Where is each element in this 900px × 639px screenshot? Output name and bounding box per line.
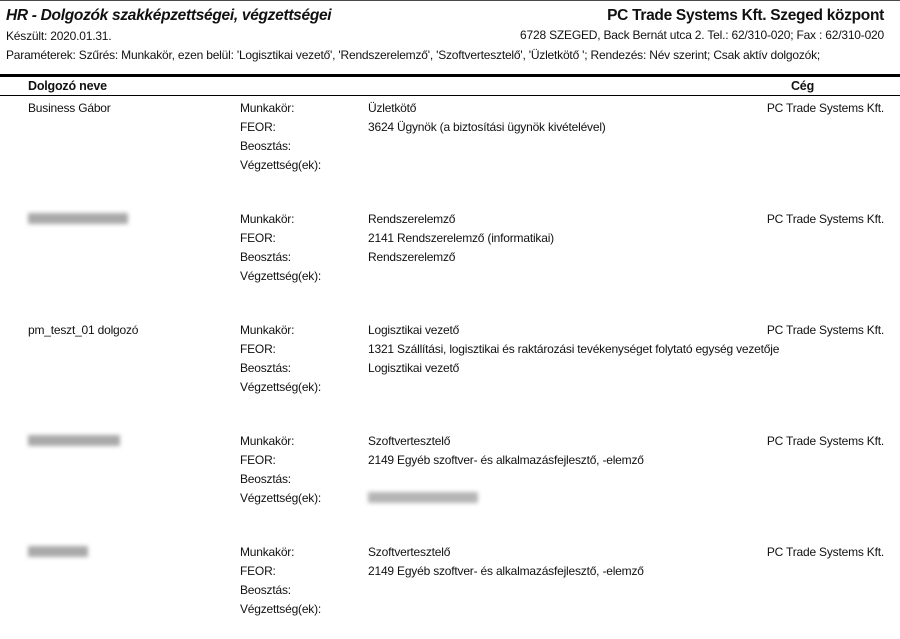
field-label-munkakor: Munkakör: <box>240 434 295 448</box>
employee-fields <box>240 210 748 286</box>
table-body <box>0 96 900 619</box>
employee-fields <box>240 432 748 508</box>
field-value-beosztas: Logisztikai vezető <box>368 361 460 375</box>
field-value-munkakor: Rendszerelemző <box>368 212 456 226</box>
field-feor <box>240 118 748 137</box>
redaction-blur <box>368 492 478 503</box>
field-label-vegzettseg: Végzettség(ek): <box>240 602 322 616</box>
field-value-vegzettseg-redacted <box>368 489 478 508</box>
column-header-employee: Dolgozó neve <box>28 79 107 93</box>
field-munkakor <box>240 321 748 340</box>
table-row <box>28 99 884 175</box>
field-value-munkakor: Üzletkötő <box>368 101 417 115</box>
field-value-feor: 2141 Rendszerelemző (informatikai) <box>368 231 554 245</box>
field-label-munkakor: Munkakör: <box>240 545 295 559</box>
field-value-feor: 1321 Szállítási, logisztikai és raktározási tevékenységet folytató egység vezetője <box>368 342 780 356</box>
company-cell: PC Trade Systems Kft. <box>766 212 884 226</box>
field-munkakor <box>240 210 748 229</box>
employee-fields <box>240 99 748 175</box>
created-date: Készült: 2020.01.31. <box>6 29 112 43</box>
field-value-feor: 2149 Egyéb szoftver- és alkalmazásfejlesztő, -elemző <box>368 453 644 467</box>
company-name: PC Trade Systems Kft. Szeged központ <box>607 7 884 24</box>
field-label-vegzettseg: Végzettség(ek): <box>240 269 322 283</box>
field-munkakor <box>240 543 748 562</box>
field-beosztas <box>240 137 748 156</box>
field-munkakor <box>240 432 748 451</box>
field-label-feor: FEOR: <box>240 342 276 356</box>
company-cell: PC Trade Systems Kft. <box>766 323 884 337</box>
field-label-vegzettseg: Végzettség(ek): <box>240 491 322 505</box>
company-cell: PC Trade Systems Kft. <box>766 434 884 448</box>
field-label-feor: FEOR: <box>240 453 276 467</box>
company-address: 6728 SZEGED, Back Bernát utca 2. Tel.: 62/310-020; Fax : 62/310-020 <box>520 28 884 42</box>
column-header-company: Cég <box>790 79 814 93</box>
field-value-feor: 2149 Egyéb szoftver- és alkalmazásfejlesztő, -elemző <box>368 564 644 578</box>
field-label-munkakor: Munkakör: <box>240 101 295 115</box>
field-label-vegzettseg: Végzettség(ek): <box>240 380 322 394</box>
field-feor <box>240 340 780 359</box>
company-cell: PC Trade Systems Kft. <box>766 545 884 559</box>
field-munkakor <box>240 99 748 118</box>
redaction-blur <box>28 213 128 224</box>
field-label-beosztas: Beosztás: <box>240 361 291 375</box>
table-row <box>28 210 884 286</box>
field-label-beosztas: Beosztás: <box>240 583 291 597</box>
field-value-beosztas: Rendszerelemző <box>368 250 456 264</box>
field-vegzettseg <box>240 156 748 175</box>
report-header-left <box>6 7 331 43</box>
field-label-munkakor: Munkakör: <box>240 323 295 337</box>
field-label-feor: FEOR: <box>240 564 276 578</box>
field-vegzettseg <box>240 489 748 508</box>
report-header <box>0 1 900 43</box>
field-label-beosztas: Beosztás: <box>240 250 291 264</box>
report-title: HR - Dolgozók szakképzettségei, végzettségei <box>6 7 332 24</box>
field-vegzettseg <box>240 600 748 619</box>
report-parameters: Paraméterek: Szűrés: Munkakör, ezen belül: 'Logisztikai vezető', 'Rendszerelemző', 'Szoftvertesztelő', 'Üzletkötő '; Rendezés: Név szerint; Csak aktív dolgozók; <box>6 48 821 62</box>
field-label-feor: FEOR: <box>240 120 276 134</box>
field-value-munkakor: Logisztikai vezető <box>368 323 460 337</box>
field-label-beosztas: Beosztás: <box>240 139 291 153</box>
employee-name-redacted <box>28 432 240 508</box>
redaction-blur <box>28 546 88 557</box>
field-vegzettseg <box>240 267 748 286</box>
field-value-munkakor: Szoftvertesztelő <box>368 545 451 559</box>
field-label-vegzettseg: Végzettség(ek): <box>240 158 322 172</box>
employee-fields <box>240 543 748 619</box>
field-feor <box>240 229 748 248</box>
table-row <box>28 432 884 508</box>
report-header-right <box>520 7 884 42</box>
field-label-feor: FEOR: <box>240 231 276 245</box>
field-vegzettseg <box>240 378 748 397</box>
field-beosztas <box>240 581 748 600</box>
field-value-feor: 3624 Ügynök (a biztosítási ügynök kivételével) <box>368 120 606 134</box>
table-row <box>28 543 884 619</box>
field-label-munkakor: Munkakör: <box>240 212 295 226</box>
field-beosztas <box>240 359 748 378</box>
field-beosztas <box>240 248 748 267</box>
employee-fields <box>240 321 780 397</box>
field-feor <box>240 562 748 581</box>
employee-name: pm_teszt_01 dolgozó <box>28 323 139 337</box>
employee-name: Business Gábor <box>28 101 111 115</box>
field-beosztas <box>240 470 748 489</box>
redaction-blur <box>28 435 120 446</box>
field-label-beosztas: Beosztás: <box>240 472 291 486</box>
company-cell: PC Trade Systems Kft. <box>766 101 884 115</box>
field-feor <box>240 451 748 470</box>
table-header <box>0 74 900 96</box>
table-row <box>28 321 884 397</box>
employee-name-redacted <box>28 210 240 286</box>
field-value-munkakor: Szoftvertesztelő <box>368 434 451 448</box>
employee-name-redacted <box>28 543 240 619</box>
